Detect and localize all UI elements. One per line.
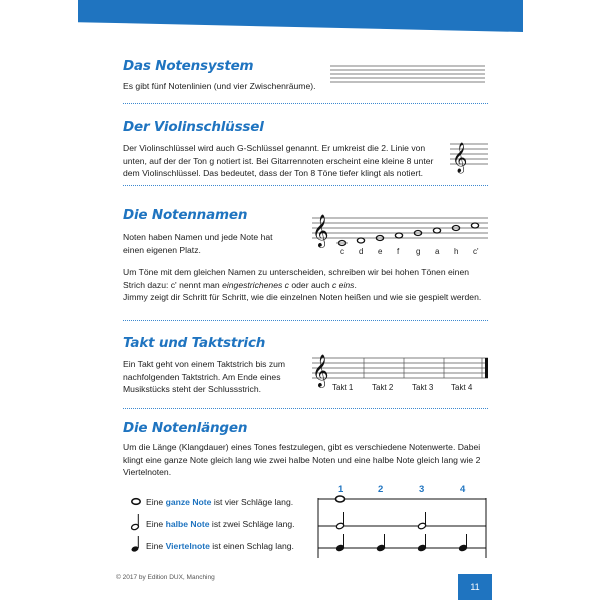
section-violinschluessel xyxy=(123,119,488,180)
half-note-icon xyxy=(130,514,142,533)
note-name-label: d xyxy=(359,247,364,256)
note-name-label: c' xyxy=(473,247,479,256)
top-banner-edge xyxy=(78,18,523,32)
note-name-label: f xyxy=(397,247,400,256)
section-notenlaengen xyxy=(123,420,488,479)
beat-number: 2 xyxy=(378,484,384,495)
staff-icon xyxy=(330,64,485,86)
section-title: Der Violinschlüssel xyxy=(123,119,264,135)
term: ganze Note xyxy=(165,497,212,507)
svg-text:𝄞: 𝄞 xyxy=(312,354,329,387)
term: halbe Note xyxy=(165,518,210,529)
note-names-staff xyxy=(312,212,488,260)
section-title: Takt und Taktstrich xyxy=(123,335,266,351)
bars-staff xyxy=(312,353,488,395)
note-name-label: h xyxy=(454,247,459,256)
section-text: Es gibt fünf Notenlinien (und vier Zwischenräume). xyxy=(123,81,316,91)
section-text-3: Jimmy zeigt dir Schritt für Schritt, wie die einzelnen Noten heißen und wie sie gespielt werden. xyxy=(123,292,482,302)
divider xyxy=(123,320,488,321)
beat-number: 4 xyxy=(460,484,466,495)
page-number: 11 xyxy=(458,574,492,600)
scale-note xyxy=(357,238,364,243)
bar-label: Takt 2 xyxy=(372,383,394,392)
section-text: Um die Länge (Klangdauer) eines Tones festzulegen, gibt es verschiedene Notenwerte. Dabei klingt eine ganze Note gleich lang wie zwei halbe Noten und eine halbe Note gleich lang wie 2 Viertelnoten. xyxy=(123,442,481,477)
section-title: Das Notensystem xyxy=(123,58,254,74)
note-name-label: c xyxy=(340,247,344,256)
duration-row-half: Eine halbe Note ist zwei Schläge lang. xyxy=(130,514,295,533)
section-title: Die Notennamen xyxy=(123,207,248,223)
bar-label: Takt 3 xyxy=(412,383,434,392)
beat-number: 1 xyxy=(338,484,344,495)
bar-label: Takt 1 xyxy=(332,383,354,392)
scale-note xyxy=(433,228,440,233)
svg-text:𝄞: 𝄞 xyxy=(312,214,329,247)
divider xyxy=(123,185,488,186)
note-length-diagram xyxy=(318,480,488,560)
duration-row-quarter: Eine Viertelnote ist einen Schlag lang. xyxy=(130,536,294,555)
svg-text:𝄞: 𝄞 xyxy=(452,143,468,173)
quarter-note-icon xyxy=(130,536,142,555)
top-banner xyxy=(78,0,523,18)
section-text: Noten haben Namen und jede Note hat einen eigenen Platz. xyxy=(123,232,273,255)
note-name-label: g xyxy=(416,247,421,256)
footer-copyright: © 2017 by Edition DUX, Manching xyxy=(116,574,215,581)
bar-label: Takt 4 xyxy=(451,383,473,392)
note-name-label: a xyxy=(435,247,440,256)
divider xyxy=(123,103,488,104)
note-name-label: e xyxy=(378,247,383,256)
scale-note xyxy=(395,233,402,238)
section-title: Die Notenlängen xyxy=(123,420,248,436)
section-text-2: Um Töne mit dem gleichen Namen zu unterscheiden, schreiben wir bei hohen Tönen einen Strich dazu: c' nennt man eingestrichenes c oder auch c eins. xyxy=(123,267,470,290)
beat-number: 3 xyxy=(419,484,425,495)
divider xyxy=(123,408,488,409)
treble-clef-staff-icon xyxy=(450,140,488,174)
section-text: Der Violinschlüssel wird auch G-Schlüssel genannt. Er umkreist die 2. Linie von unten, auf der der Ton g notiert ist. Bei Gitarrennoten erscheint eine kleine 8 unter dem Violinschlüssel. Das bedeutet, dass der Ton 8 Töne tiefer klingt als notiert. xyxy=(123,143,434,178)
duration-row-whole: Eine ganze Note ist vier Schläge lang. xyxy=(130,496,293,508)
scale-note xyxy=(471,223,478,228)
whole-note-icon xyxy=(130,496,142,508)
term: Viertelnote xyxy=(165,540,210,551)
section-text: Ein Takt geht von einem Taktstrich bis zum nachfolgenden Taktstrich. Am Ende eines Musikstücks steht der Schlussstrich. xyxy=(123,359,286,394)
